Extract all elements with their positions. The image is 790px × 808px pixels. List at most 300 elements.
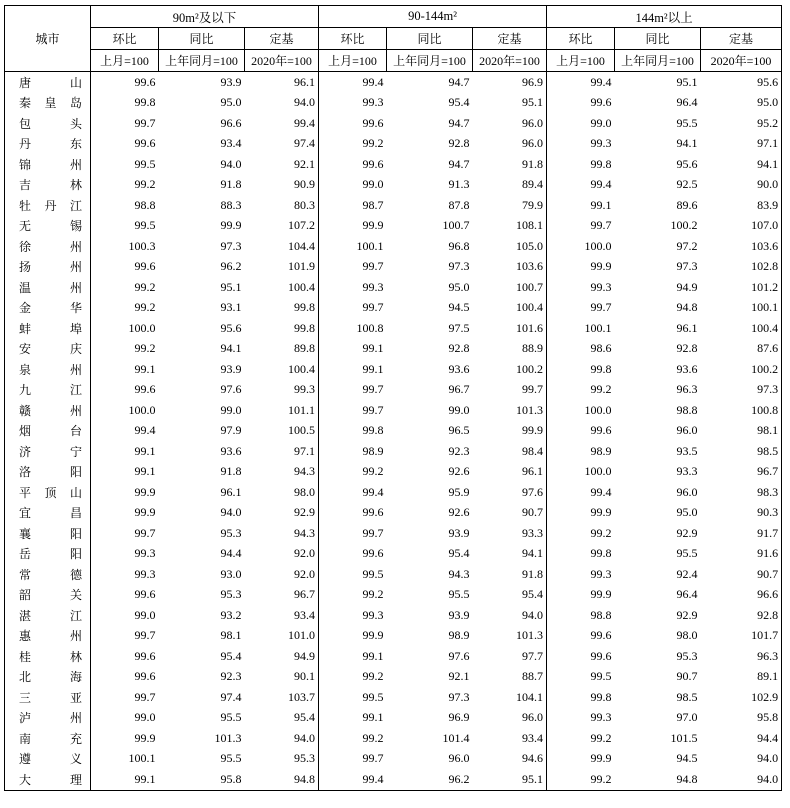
index-value-cell: 99.6 xyxy=(134,648,156,663)
index-value-cell: 93.4 xyxy=(473,728,547,749)
index-value-cell: 94.9 xyxy=(245,646,319,667)
index-value-cell: 99.0 xyxy=(134,710,156,725)
index-value-cell: 100.1 xyxy=(751,300,779,315)
index-value-cell: 95.6 xyxy=(757,74,779,89)
index-value-cell: 100.1 xyxy=(584,320,612,335)
index-value-cell: 98.8 xyxy=(676,402,698,417)
index-value-cell: 90.7 xyxy=(473,503,547,524)
index-value-cell: 95.5 xyxy=(676,546,698,561)
index-value-cell: 99.4 xyxy=(134,423,156,438)
index-value-cell: 96.9 xyxy=(448,710,470,725)
index-value-cell: 99.9 xyxy=(134,730,156,745)
city-name: 扬州 xyxy=(5,257,91,278)
index-value-cell: 100.0 xyxy=(128,402,156,417)
index-value-cell: 92.9 xyxy=(676,525,698,540)
city-name: 温州 xyxy=(5,277,91,298)
table-row xyxy=(5,626,782,647)
index-value-cell: 101.9 xyxy=(245,257,319,278)
index-value-cell: 99.2 xyxy=(362,136,384,151)
index-value-cell: 96.1 xyxy=(245,72,319,93)
index-value-cell: 87.6 xyxy=(757,341,779,356)
index-value-cell: 99.7 xyxy=(134,525,156,540)
index-value-cell: 93.3 xyxy=(676,464,698,479)
index-value-cell: 99.1 xyxy=(134,443,156,458)
index-value-cell: 100.7 xyxy=(473,277,547,298)
index-value-cell: 99.8 xyxy=(245,298,319,319)
index-value-cell: 93.6 xyxy=(448,361,470,376)
index-value-cell: 93.4 xyxy=(220,136,242,151)
index-value-cell: 99.7 xyxy=(362,259,384,274)
index-value-cell: 92.1 xyxy=(448,669,470,684)
index-value-cell: 100.4 xyxy=(245,277,319,298)
index-value-cell: 94.8 xyxy=(676,300,698,315)
index-value-cell: 97.7 xyxy=(473,646,547,667)
index-value-cell: 99.2 xyxy=(362,464,384,479)
index-value-cell: 95.5 xyxy=(676,115,698,130)
price-index-table xyxy=(4,5,782,791)
index-value-cell: 89.4 xyxy=(473,175,547,196)
index-value-cell: 96.7 xyxy=(757,464,779,479)
table-row xyxy=(5,113,782,134)
index-value-cell: 95.8 xyxy=(159,769,245,790)
sub-header-base: 定基 xyxy=(245,28,319,50)
city-name: 湛江 xyxy=(5,605,91,626)
index-value-cell: 99.6 xyxy=(590,423,612,438)
index-value-cell: 92.8 xyxy=(757,607,779,622)
index-value-cell: 94.7 xyxy=(448,74,470,89)
index-value-cell: 99.6 xyxy=(362,505,384,520)
index-value-cell: 99.7 xyxy=(362,751,384,766)
index-value-cell: 94.8 xyxy=(615,769,701,790)
index-value-cell: 90.3 xyxy=(757,505,779,520)
table-row xyxy=(5,728,782,749)
sub-header-yoy: 同比 xyxy=(615,28,701,50)
index-value-cell: 101.3 xyxy=(473,400,547,421)
index-value-cell: 99.0 xyxy=(590,115,612,130)
index-value-cell: 99.5 xyxy=(362,689,384,704)
index-value-cell: 99.4 xyxy=(590,74,612,89)
index-value-cell: 99.1 xyxy=(590,197,612,212)
index-value-cell: 96.2 xyxy=(387,769,473,790)
index-value-cell: 94.3 xyxy=(245,523,319,544)
index-value-cell: 95.4 xyxy=(448,546,470,561)
index-value-cell: 91.7 xyxy=(757,525,779,540)
index-value-cell: 98.9 xyxy=(448,628,470,643)
index-value-cell: 99.7 xyxy=(590,218,612,233)
sub-header-base: 定基 xyxy=(473,28,547,50)
index-value-cell: 93.2 xyxy=(220,607,242,622)
city-name: 济宁 xyxy=(5,441,91,462)
base-header-mom: 上月=100 xyxy=(319,50,387,72)
index-value-cell: 94.0 xyxy=(757,751,779,766)
index-value-cell: 100.4 xyxy=(473,298,547,319)
index-value-cell: 99.8 xyxy=(590,156,612,171)
index-value-cell: 95.1 xyxy=(676,74,698,89)
index-value-cell: 94.0 xyxy=(220,156,242,171)
table-row xyxy=(5,236,782,257)
index-value-cell: 103.6 xyxy=(473,257,547,278)
city-name: 洛阳 xyxy=(5,462,91,483)
index-value-cell: 100.8 xyxy=(751,402,779,417)
index-value-cell: 99.1 xyxy=(362,341,384,356)
index-value-cell: 96.0 xyxy=(448,751,470,766)
index-value-cell: 97.2 xyxy=(676,238,698,253)
city-name: 包头 xyxy=(5,113,91,134)
index-value-cell: 80.3 xyxy=(245,195,319,216)
table-row xyxy=(5,216,782,237)
index-value-cell: 101.7 xyxy=(751,628,779,643)
index-value-cell: 99.2 xyxy=(590,382,612,397)
index-value-cell: 97.3 xyxy=(757,382,779,397)
index-value-cell: 93.3 xyxy=(473,523,547,544)
index-value-cell: 99.6 xyxy=(134,136,156,151)
table-row xyxy=(5,134,782,155)
index-value-cell: 98.6 xyxy=(590,341,612,356)
index-value-cell: 99.3 xyxy=(362,279,384,294)
index-value-cell: 95.9 xyxy=(448,484,470,499)
table-row xyxy=(5,175,782,196)
index-value-cell: 95.4 xyxy=(473,585,547,606)
index-value-cell: 100.0 xyxy=(584,402,612,417)
index-value-cell: 99.4 xyxy=(590,177,612,192)
index-value-cell: 99.2 xyxy=(134,300,156,315)
index-value-cell: 95.1 xyxy=(220,279,242,294)
index-value-cell: 79.9 xyxy=(473,195,547,216)
index-value-cell: 100.4 xyxy=(245,359,319,380)
index-value-cell: 99.9 xyxy=(590,259,612,274)
index-value-cell: 93.9 xyxy=(448,607,470,622)
index-value-cell: 94.6 xyxy=(473,749,547,770)
table-row xyxy=(5,154,782,175)
city-name: 金华 xyxy=(5,298,91,319)
index-value-cell: 101.3 xyxy=(214,730,242,745)
city-name: 泸州 xyxy=(5,708,91,729)
city-name: 吉林 xyxy=(5,175,91,196)
index-value-cell: 99.4 xyxy=(319,769,387,790)
sub-header-mom: 环比 xyxy=(547,28,615,50)
index-value-cell: 99.5 xyxy=(362,566,384,581)
index-value-cell: 97.3 xyxy=(448,259,470,274)
index-value-cell: 92.5 xyxy=(676,177,698,192)
index-value-cell: 101.4 xyxy=(442,730,470,745)
index-value-cell: 99.2 xyxy=(134,177,156,192)
index-value-cell: 93.4 xyxy=(245,605,319,626)
index-value-cell: 96.0 xyxy=(473,113,547,134)
index-value-cell: 91.8 xyxy=(220,464,242,479)
index-value-cell: 99.6 xyxy=(134,669,156,684)
index-value-cell: 99.7 xyxy=(362,300,384,315)
index-value-cell: 92.8 xyxy=(448,136,470,151)
table-header xyxy=(5,6,782,72)
table-row xyxy=(5,523,782,544)
index-value-cell: 95.0 xyxy=(448,279,470,294)
index-value-cell: 99.6 xyxy=(590,648,612,663)
index-value-cell: 94.1 xyxy=(473,544,547,565)
index-value-cell: 98.5 xyxy=(757,443,779,458)
city-name: 遵义 xyxy=(5,749,91,770)
index-value-cell: 97.6 xyxy=(473,482,547,503)
index-value-cell: 96.3 xyxy=(757,648,779,663)
index-value-cell: 99.6 xyxy=(134,259,156,274)
index-value-cell: 95.5 xyxy=(220,710,242,725)
index-value-cell: 97.1 xyxy=(757,136,779,151)
index-value-cell: 96.1 xyxy=(473,462,547,483)
index-value-cell: 95.5 xyxy=(220,751,242,766)
table-body xyxy=(5,72,782,791)
index-value-cell: 95.4 xyxy=(448,95,470,110)
table-row xyxy=(5,564,782,585)
index-value-cell: 99.8 xyxy=(362,423,384,438)
index-value-cell: 88.3 xyxy=(220,197,242,212)
index-value-cell: 95.8 xyxy=(757,710,779,725)
city-name: 泉州 xyxy=(5,359,91,380)
index-value-cell: 100.8 xyxy=(356,320,384,335)
index-value-cell: 96.1 xyxy=(220,484,242,499)
index-value-cell: 99.9 xyxy=(473,421,547,442)
index-value-cell: 97.3 xyxy=(220,238,242,253)
index-value-cell: 89.1 xyxy=(757,669,779,684)
index-value-cell: 99.1 xyxy=(134,361,156,376)
index-value-cell: 99.2 xyxy=(134,341,156,356)
index-value-cell: 99.8 xyxy=(590,361,612,376)
index-value-cell: 96.0 xyxy=(676,484,698,499)
table-row xyxy=(5,318,782,339)
index-value-cell: 99.0 xyxy=(134,607,156,622)
index-value-cell: 94.1 xyxy=(757,156,779,171)
index-value-cell: 99.5 xyxy=(134,156,156,171)
base-header-base: 2020年=100 xyxy=(701,50,782,72)
index-value-cell: 99.6 xyxy=(134,382,156,397)
index-value-cell: 100.2 xyxy=(751,361,779,376)
index-value-cell: 99.2 xyxy=(547,769,615,790)
index-value-cell: 98.5 xyxy=(676,689,698,704)
index-value-cell: 101.5 xyxy=(670,730,698,745)
base-header-mom: 上月=100 xyxy=(91,50,159,72)
city-name: 徐州 xyxy=(5,236,91,257)
index-value-cell: 92.8 xyxy=(448,341,470,356)
index-value-cell: 99.7 xyxy=(134,628,156,643)
index-value-cell: 99.4 xyxy=(245,113,319,134)
index-value-cell: 100.2 xyxy=(473,359,547,380)
index-value-cell: 95.6 xyxy=(676,156,698,171)
index-value-cell: 94.3 xyxy=(448,566,470,581)
index-value-cell: 99.9 xyxy=(362,628,384,643)
city-name: 桂林 xyxy=(5,646,91,667)
index-value-cell: 96.0 xyxy=(473,134,547,155)
index-value-cell: 99.8 xyxy=(590,546,612,561)
index-value-cell: 94.3 xyxy=(245,462,319,483)
index-value-cell: 97.3 xyxy=(448,689,470,704)
city-name: 大理 xyxy=(5,769,91,790)
index-value-cell: 99.4 xyxy=(362,484,384,499)
index-value-cell: 96.6 xyxy=(220,115,242,130)
index-value-cell: 99.3 xyxy=(590,279,612,294)
index-value-cell: 99.2 xyxy=(362,669,384,684)
index-value-cell: 100.4 xyxy=(751,320,779,335)
table-row xyxy=(5,585,782,606)
index-value-cell: 97.1 xyxy=(245,441,319,462)
index-value-cell: 93.0 xyxy=(220,566,242,581)
index-value-cell: 99.6 xyxy=(134,74,156,89)
index-value-cell: 92.6 xyxy=(448,464,470,479)
index-value-cell: 103.6 xyxy=(751,238,779,253)
table-row xyxy=(5,646,782,667)
index-value-cell: 93.6 xyxy=(676,361,698,376)
index-value-cell: 95.3 xyxy=(676,648,698,663)
index-value-cell: 83.9 xyxy=(757,197,779,212)
index-value-cell: 96.5 xyxy=(448,423,470,438)
index-value-cell: 99.7 xyxy=(473,380,547,401)
index-value-cell: 104.1 xyxy=(473,687,547,708)
index-value-cell: 95.4 xyxy=(220,648,242,663)
index-value-cell: 92.1 xyxy=(245,154,319,175)
table-row xyxy=(5,708,782,729)
index-value-cell: 99.7 xyxy=(134,115,156,130)
table-row xyxy=(5,687,782,708)
index-value-cell: 98.9 xyxy=(590,443,612,458)
index-value-cell: 101.3 xyxy=(473,626,547,647)
index-value-cell: 99.3 xyxy=(245,380,319,401)
city-name: 锦州 xyxy=(5,154,91,175)
city-name: 丹东 xyxy=(5,134,91,155)
index-value-cell: 91.6 xyxy=(757,546,779,561)
index-value-cell: 98.9 xyxy=(362,443,384,458)
index-value-cell: 97.9 xyxy=(220,423,242,438)
index-value-cell: 95.2 xyxy=(757,115,779,130)
index-value-cell: 91.8 xyxy=(220,177,242,192)
table-row xyxy=(5,605,782,626)
index-value-cell: 96.8 xyxy=(448,238,470,253)
index-value-cell: 91.8 xyxy=(473,564,547,585)
index-value-cell: 98.3 xyxy=(757,484,779,499)
index-value-cell: 99.0 xyxy=(220,402,242,417)
index-value-cell: 99.9 xyxy=(134,505,156,520)
index-value-cell: 95.3 xyxy=(220,525,242,540)
index-value-cell: 99.6 xyxy=(362,156,384,171)
index-value-cell: 96.3 xyxy=(676,382,698,397)
index-value-cell: 99.3 xyxy=(590,136,612,151)
index-value-cell: 100.0 xyxy=(584,464,612,479)
index-value-cell: 92.0 xyxy=(245,564,319,585)
index-value-cell: 89.6 xyxy=(676,197,698,212)
index-value-cell: 99.1 xyxy=(134,464,156,479)
index-value-cell: 93.9 xyxy=(220,74,242,89)
table-row xyxy=(5,93,782,114)
index-value-cell: 107.0 xyxy=(751,218,779,233)
index-value-cell: 96.9 xyxy=(473,72,547,93)
index-value-cell: 96.4 xyxy=(676,95,698,110)
index-value-cell: 100.1 xyxy=(128,751,156,766)
index-value-cell: 100.2 xyxy=(670,218,698,233)
index-value-cell: 99.8 xyxy=(134,95,156,110)
index-value-cell: 91.8 xyxy=(473,154,547,175)
index-value-cell: 96.7 xyxy=(245,585,319,606)
index-value-cell: 99.9 xyxy=(590,751,612,766)
index-value-cell: 100.5 xyxy=(245,421,319,442)
city-name: 赣州 xyxy=(5,400,91,421)
index-value-cell: 99.6 xyxy=(134,587,156,602)
index-value-cell: 99.0 xyxy=(362,177,384,192)
index-value-cell: 99.3 xyxy=(590,710,612,725)
city-name: 秦皇岛 xyxy=(5,93,91,114)
table-row xyxy=(5,749,782,770)
index-value-cell: 95.3 xyxy=(245,749,319,770)
city-column-header: 城市 xyxy=(5,6,91,72)
table-row xyxy=(5,277,782,298)
index-value-cell: 102.8 xyxy=(751,259,779,274)
index-value-cell: 102.9 xyxy=(751,689,779,704)
index-value-cell: 93.1 xyxy=(220,300,242,315)
index-value-cell: 92.0 xyxy=(245,544,319,565)
index-value-cell: 98.7 xyxy=(362,197,384,212)
index-value-cell: 95.5 xyxy=(448,587,470,602)
index-value-cell: 99.8 xyxy=(245,318,319,339)
index-value-cell: 87.8 xyxy=(448,197,470,212)
index-value-cell: 95.3 xyxy=(220,587,242,602)
index-value-cell: 98.1 xyxy=(757,423,779,438)
city-name: 无锡 xyxy=(5,216,91,237)
index-value-cell: 105.0 xyxy=(473,236,547,257)
table-row xyxy=(5,400,782,421)
group-header-large: 144m²以上 xyxy=(547,6,782,28)
base-header-yoy: 上年同月=100 xyxy=(159,50,245,72)
index-value-cell: 99.1 xyxy=(91,769,159,790)
index-value-cell: 93.9 xyxy=(448,525,470,540)
index-value-cell: 94.5 xyxy=(676,751,698,766)
index-value-cell: 99.3 xyxy=(590,566,612,581)
index-value-cell: 94.0 xyxy=(701,769,782,790)
index-value-cell: 99.7 xyxy=(362,382,384,397)
index-value-cell: 99.6 xyxy=(590,628,612,643)
city-name: 平顶山 xyxy=(5,482,91,503)
index-value-cell: 101.1 xyxy=(245,400,319,421)
index-value-cell: 104.4 xyxy=(245,236,319,257)
index-value-cell: 98.4 xyxy=(473,441,547,462)
index-value-cell: 88.9 xyxy=(473,339,547,360)
table-row xyxy=(5,257,782,278)
index-value-cell: 90.1 xyxy=(245,667,319,688)
base-header-yoy: 上年同月=100 xyxy=(387,50,473,72)
index-value-cell: 98.0 xyxy=(245,482,319,503)
index-value-cell: 99.3 xyxy=(134,546,156,561)
index-value-cell: 99.2 xyxy=(362,730,384,745)
city-name: 安庆 xyxy=(5,339,91,360)
index-value-cell: 93.5 xyxy=(676,443,698,458)
index-value-cell: 99.3 xyxy=(362,95,384,110)
index-value-cell: 97.4 xyxy=(245,134,319,155)
index-value-cell: 95.0 xyxy=(676,505,698,520)
table-row xyxy=(5,441,782,462)
table-row xyxy=(5,769,782,790)
index-value-cell: 100.0 xyxy=(128,320,156,335)
index-value-cell: 92.3 xyxy=(448,443,470,458)
index-value-cell: 96.2 xyxy=(220,259,242,274)
index-value-cell: 99.3 xyxy=(362,607,384,622)
base-header-base: 2020年=100 xyxy=(473,50,547,72)
city-name: 三亚 xyxy=(5,687,91,708)
index-value-cell: 96.0 xyxy=(676,423,698,438)
index-value-cell: 99.9 xyxy=(220,218,242,233)
sub-header-yoy: 同比 xyxy=(159,28,245,50)
city-name: 韶关 xyxy=(5,585,91,606)
city-name: 宜昌 xyxy=(5,503,91,524)
sub-header-yoy: 同比 xyxy=(387,28,473,50)
index-value-cell: 99.4 xyxy=(362,74,384,89)
city-name: 九江 xyxy=(5,380,91,401)
index-value-cell: 94.0 xyxy=(245,728,319,749)
city-name: 牡丹江 xyxy=(5,195,91,216)
index-value-cell: 97.3 xyxy=(676,259,698,274)
